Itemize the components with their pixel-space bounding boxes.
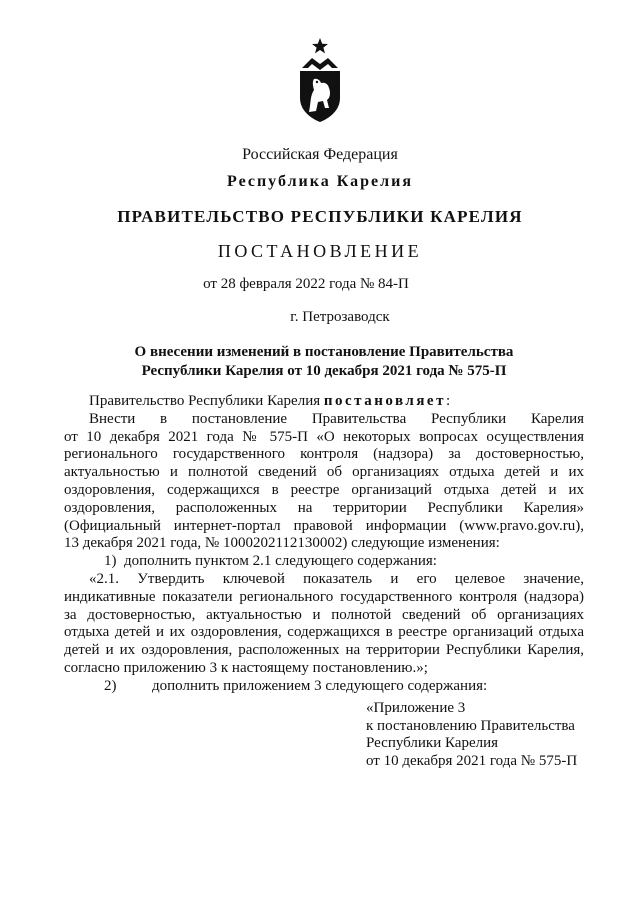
text-line: актуальностью и полнотой сведений об организациях отдыха детей и их <box>64 464 584 481</box>
appendix-line: от 10 декабря 2021 года № 575-П <box>366 752 578 769</box>
subject-line: Республики Карелия от 10 декабря 2021 года № 575-П <box>141 363 507 379</box>
appendix-line: к постановлению Правительства <box>366 717 575 734</box>
document-type: ПОСТАНОВЛЕНИЕ <box>217 241 423 261</box>
intro-colon: : <box>445 393 451 409</box>
government-title: ПРАВИТЕЛЬСТВО РЕСПУБЛИКИ КАРЕЛИЯ <box>117 207 523 226</box>
text-line: индикативные показатели регионального государственного контроля (надзора) <box>64 588 584 605</box>
list-item-text: дополнить пунктом 2.1 следующего содержания: <box>124 553 437 570</box>
text-line: отдыха детей и их оздоровления, содержащихся в реестре организаций отдыха <box>64 624 584 641</box>
document-date-number: от 28 февраля 2022 года № 84-П <box>203 276 409 292</box>
text-line: регионального государственного контроля (надзора) за достоверностью, <box>64 446 584 463</box>
text-line: Внести в постановление Правительства Республики Карелия <box>89 410 584 427</box>
list-item <box>64 553 584 571</box>
text-line: оздоровления, содержащихся в реестре организаций отдыха детей и их <box>64 481 584 498</box>
appendix-line: «Приложение 3 <box>366 700 466 716</box>
appendix-header <box>366 700 577 770</box>
appendix-line: Республики Карелия <box>366 735 499 752</box>
intro-paragraph <box>64 393 584 411</box>
main-paragraph <box>64 411 584 553</box>
text-line: «2.1. Утвердить ключевой показатель и его целевое значение, <box>89 570 584 587</box>
intro-verb: постановляет <box>323 393 446 409</box>
text-line: детей и их оздоровления, расположенных на территории Республики Карелия, <box>64 642 584 659</box>
text-line: (Официальный интернет-портал правовой информации (www.pravo.gov.ru), <box>64 517 584 534</box>
text-line: от 10 декабря 2021 года № 575-П «О некоторых вопросах осуществления <box>64 428 584 445</box>
text-line: согласно приложению 3 к настоящему постановлению.»; <box>64 659 428 676</box>
karelia-coat-of-arms-icon <box>296 38 344 124</box>
list-item-number: 2) <box>104 677 117 694</box>
list-item-number: 1) <box>104 553 117 570</box>
text-line: оздоровления, расположенных на территории Республики Карелия» <box>64 499 584 516</box>
republic-name: Республика Карелия <box>227 173 413 190</box>
quoted-clause <box>64 571 584 678</box>
document-city: г. Петрозаводск <box>290 309 390 325</box>
document-body <box>64 393 584 696</box>
intro-prefix: Правительство Республики Карелия <box>89 393 321 409</box>
list-item <box>64 678 584 696</box>
text-line: за достоверностью, актуальностью и полнотой сведений об организациях <box>64 606 584 623</box>
text-line: 13 декабря 2021 года, № 1000202112130002) следующие изменения: <box>64 535 500 552</box>
document-subject <box>0 343 640 381</box>
subject-line: О внесении изменений в постановление Правительства <box>134 344 514 360</box>
list-item-text: дополнить приложением 3 следующего содержания: <box>152 677 488 694</box>
country-name: Российская Федерация <box>242 146 398 163</box>
